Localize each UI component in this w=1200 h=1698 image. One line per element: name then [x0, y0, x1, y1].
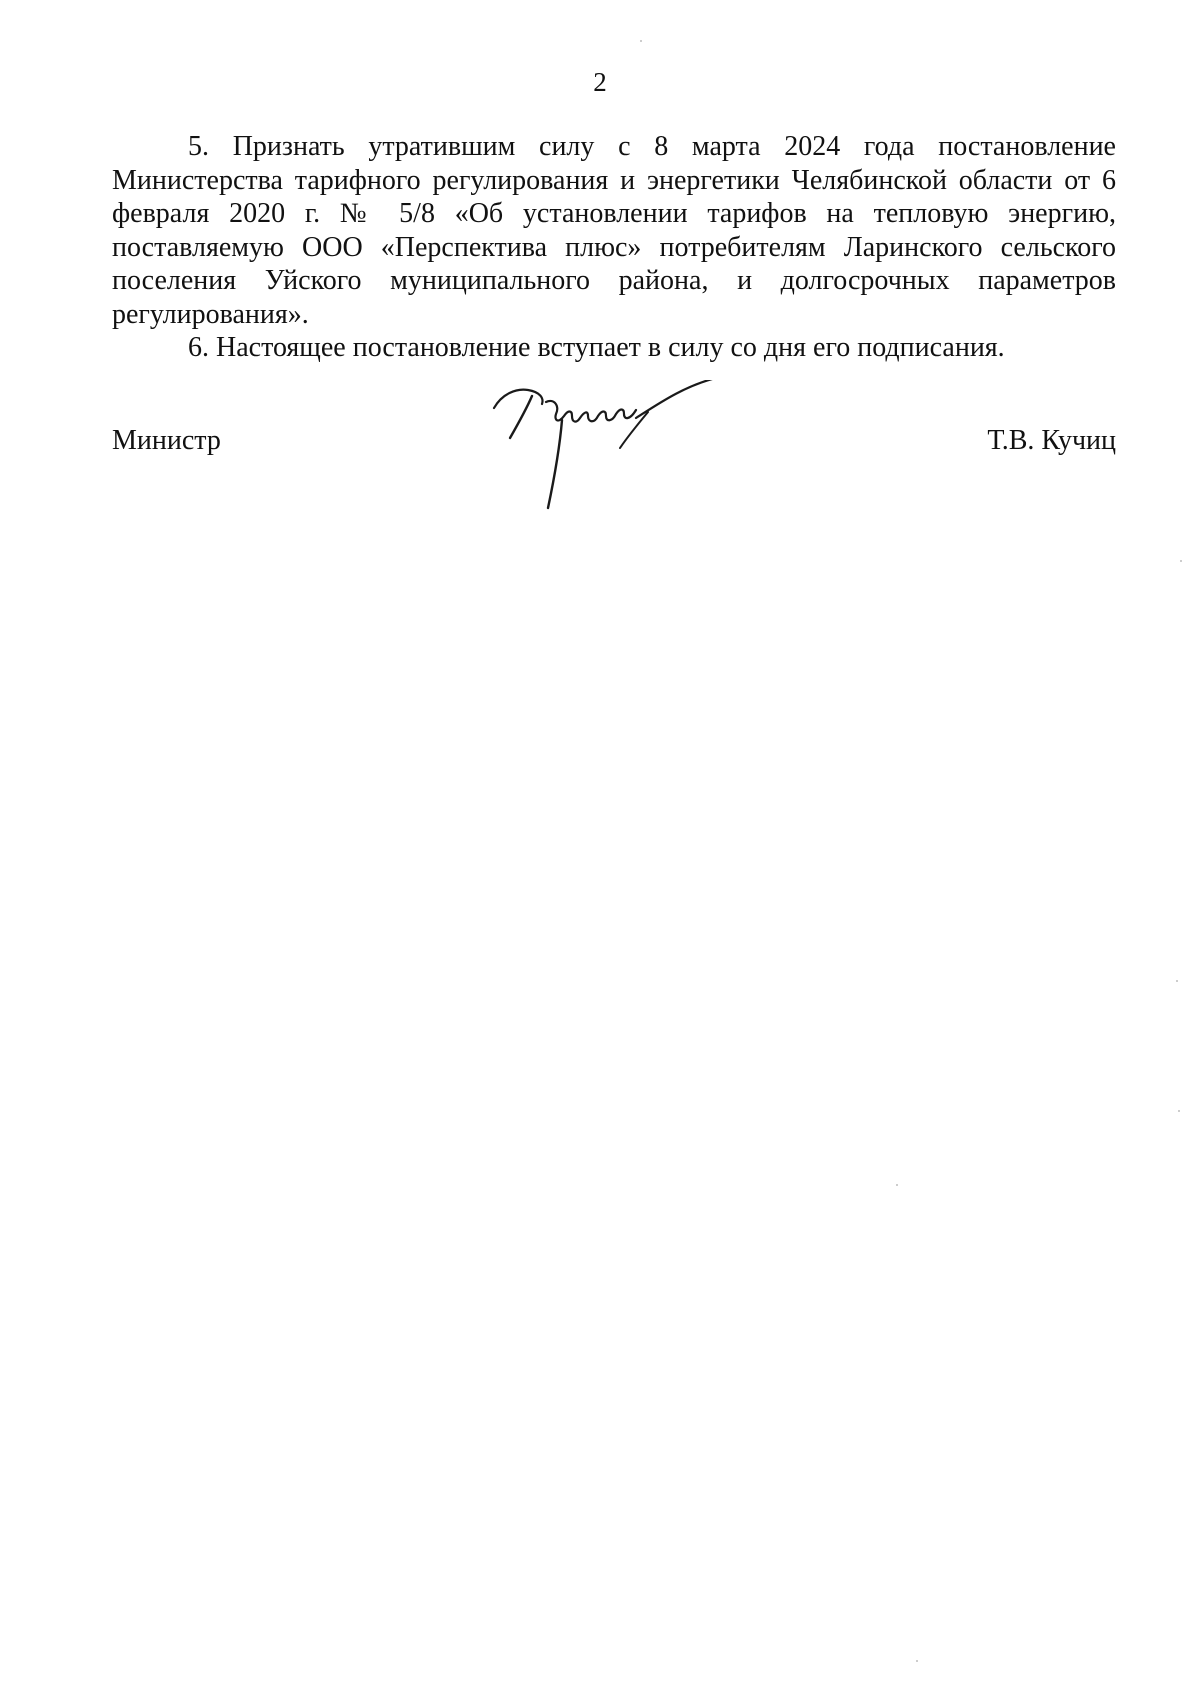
- signatory-name: Т.В. Кучиц: [987, 425, 1116, 456]
- scan-speck: [640, 40, 642, 42]
- scan-speck: [916, 1660, 918, 1662]
- document-body: [112, 130, 1116, 365]
- page-number: 2: [593, 67, 607, 97]
- scan-speck: [1178, 1110, 1180, 1112]
- handwritten-signature: [488, 380, 768, 520]
- paragraph-5: 5. Признать утратившим силу с 8 марта 2024 года постановление Министерства тарифного регулирования и энергетики Челябинской области от 6 февраля 2020 г. № 5/8 «Об установлении тарифов на тепловую энергию, поставляемую ООО «Перспектива плюс» потребителям Ларинского сельского поселения Уйского муниципального района, и долгосрочных параметров регулирования».: [112, 131, 1116, 330]
- signatory-position: Министр: [112, 425, 221, 456]
- scan-speck: [1180, 560, 1182, 562]
- paragraph-6: 6. Настоящее постановление вступает в силу со дня его подписания.: [188, 332, 1005, 363]
- scan-speck: [1176, 980, 1178, 982]
- scan-speck: [896, 1184, 898, 1186]
